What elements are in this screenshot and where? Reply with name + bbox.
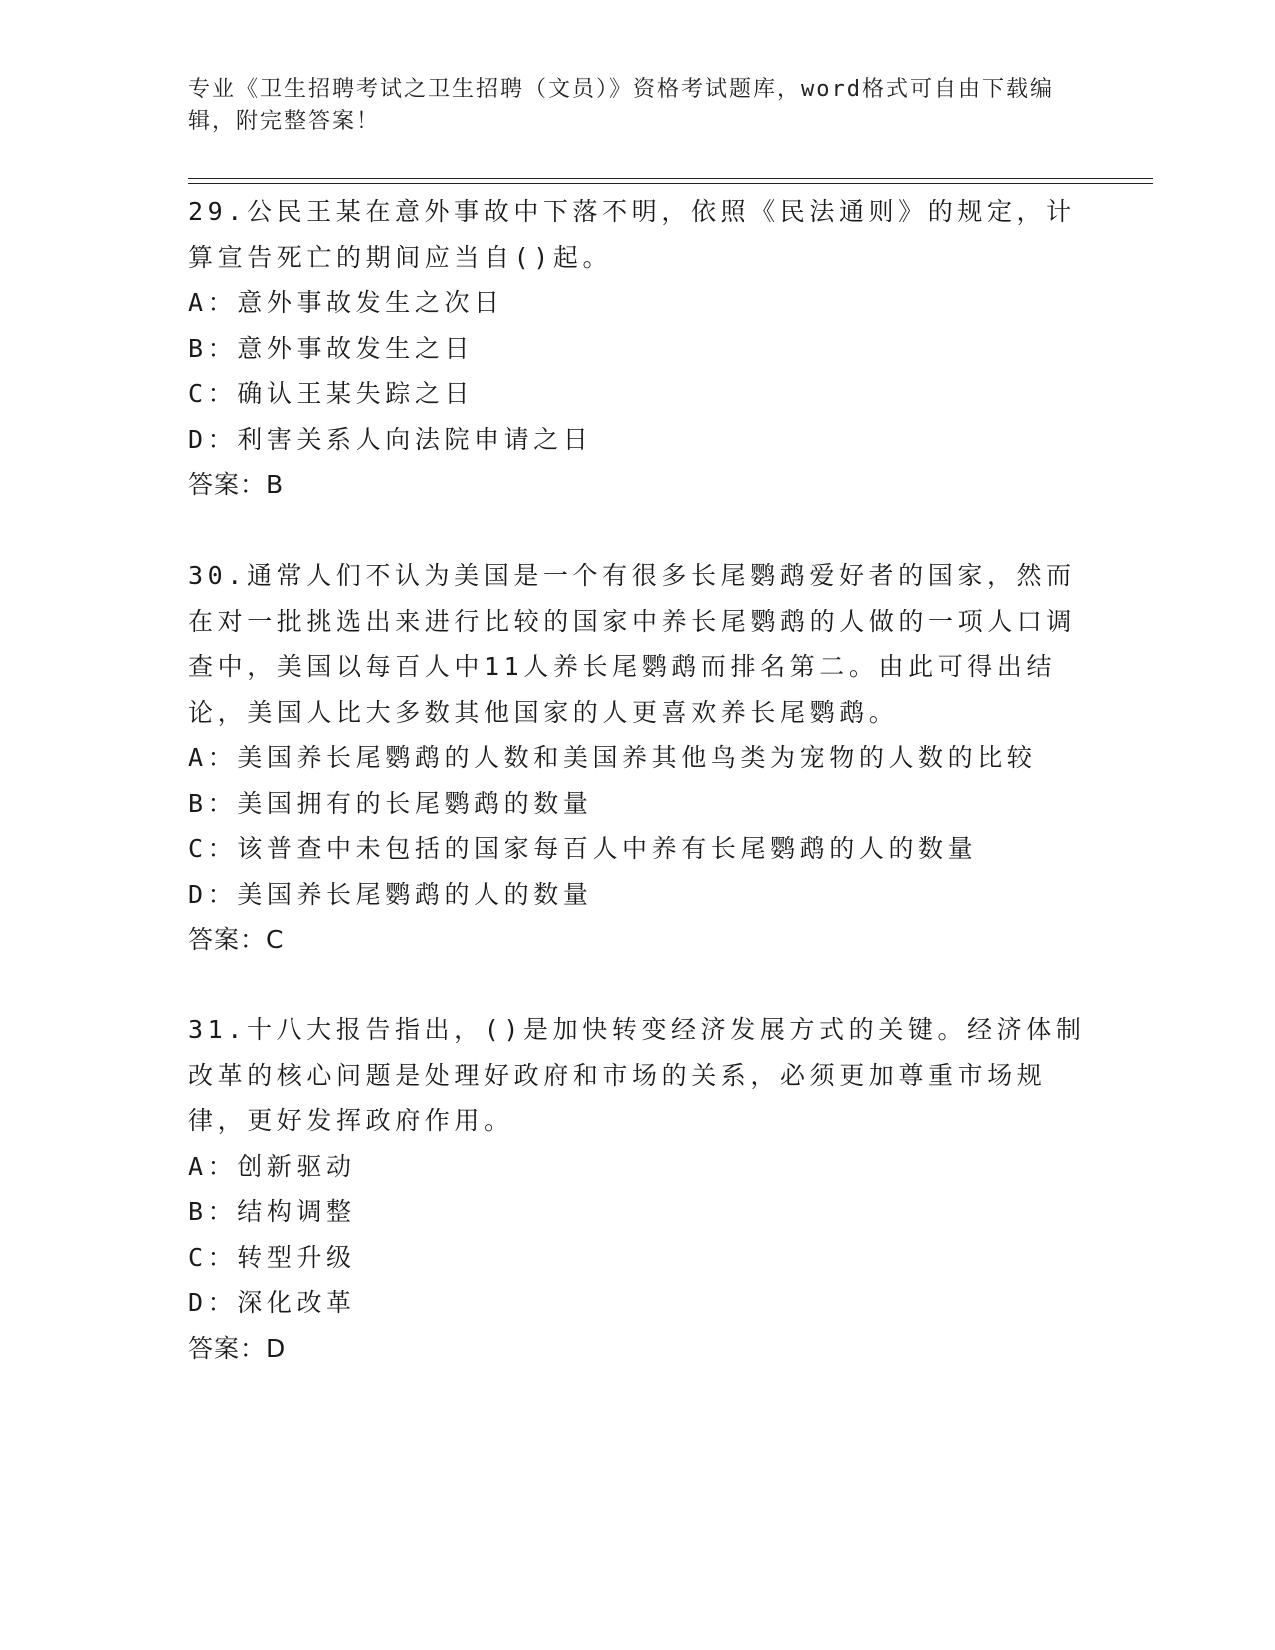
question-29	[188, 189, 1088, 508]
answer-label: 答案：B	[188, 470, 285, 499]
question-stem: 31.十八大报告指出，()是加快转变经济发展方式的关键。经济体制改革的核心问题是处理好政府和市场的关系，必须更加尊重市场规律，更好发挥政府作用。	[188, 1015, 1086, 1135]
option-c: C：该普查中未包括的国家每百人中养有长尾鹦鹉的人的数量	[188, 834, 978, 863]
question-stem: 30.通常人们不认为美国是一个有很多长尾鹦鹉爱好者的国家，然而在对一批挑选出来进行比较的国家中养长尾鹦鹉的人做的一项人口调查中，美国以每百人中11人养长尾鹦鹉而排名第二。由此可得出结论，美国人比大多数其他国家的人更喜欢养长尾鹦鹉。	[188, 561, 1077, 727]
option-d: D：美国养长尾鹦鹉的人的数量	[188, 879, 593, 909]
option-a: A：美国养长尾鹦鹉的人数和美国养其他鸟类为宠物的人数的比较	[188, 743, 1037, 772]
option-c: C：确认王某失踪之日	[188, 379, 475, 408]
header-divider-bottom	[188, 183, 1153, 184]
option-a: A：创新驱动	[188, 1151, 356, 1181]
question-30	[188, 553, 1088, 963]
option-b: B：意外事故发生之日	[188, 333, 475, 363]
document-header: 专业《卫生招聘考试之卫生招聘（文员）》资格考试题库，word格式可自由下载编辑，附完整答案！	[188, 77, 1054, 134]
answer-label: 答案：C	[188, 925, 285, 954]
option-b: B：结构调整	[188, 1197, 356, 1226]
question-stem: 29.公民王某在意外事故中下落不明，依照《民法通则》的规定，计算宣告死亡的期间应当自()起。	[188, 197, 1076, 272]
question-31	[188, 1007, 1088, 1371]
option-c: C：转型升级	[188, 1242, 356, 1272]
answer-label: 答案：D	[188, 1333, 287, 1363]
option-a: A：意外事故发生之次日	[188, 288, 504, 317]
option-d: D：深化改革	[188, 1288, 356, 1317]
option-d: D：利害关系人向法院申请之日	[188, 424, 593, 454]
header-divider-top	[188, 178, 1153, 179]
option-b: B：美国拥有的长尾鹦鹉的数量	[188, 788, 593, 818]
